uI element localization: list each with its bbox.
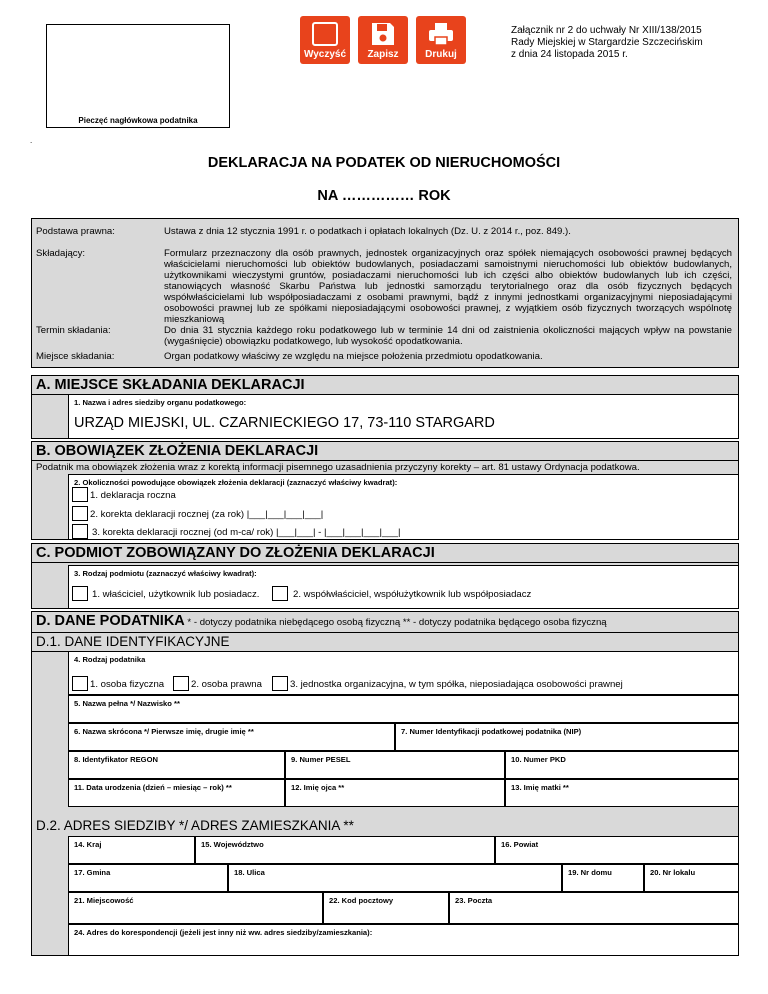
- county-label: 16. Powiat: [501, 840, 539, 849]
- monthly-correction-option: 3. korekta deklaracji rocznej (od m-ca/ rok) |___|___| - |___|___|___|___|: [92, 527, 401, 538]
- taxpayer-type-label: 4. Rodzaj podatnika: [74, 655, 146, 664]
- street-field[interactable]: [228, 864, 562, 892]
- apartment-number-label: 20. Nr lokalu: [650, 868, 696, 877]
- section-d-header: [32, 612, 738, 633]
- section-d2-header: D.2. ADRES SIEDZIBY */ ADRES ZAMIESZKANIA **: [36, 818, 354, 833]
- birth-date-field[interactable]: [68, 779, 285, 807]
- co-owner-option: 2. współwłaściciel, współużytkownik lub współposiadacz: [293, 589, 532, 600]
- section-a-header: A. MIEJSCE SKŁADANIA DEKLARACJI: [32, 376, 738, 395]
- entity-type-label: 3. Rodzaj podmiotu (zaznaczyć właściwy kwadrat):: [74, 569, 257, 578]
- owner-option: 1. właściciel, użytkownik lub posiadacz.: [92, 589, 260, 600]
- short-name-label: 6. Nazwa skrócona */ Pierwsze imię, drugie imię **: [74, 727, 254, 736]
- annual-declaration-option: 1. deklaracja roczna: [90, 490, 176, 501]
- basis-label: Podstawa prawna:: [36, 226, 115, 237]
- stamp-label: Pieczęć nagłówkowa podatnika: [78, 116, 198, 125]
- section-b: [31, 441, 739, 540]
- correspondence-address-field[interactable]: [68, 924, 739, 956]
- entity-type-field: [68, 565, 739, 609]
- monthly-correction-checkbox[interactable]: [72, 524, 88, 539]
- postal-code-field[interactable]: [323, 892, 449, 924]
- annual-correction-checkbox[interactable]: [72, 506, 88, 521]
- correspondence-address-label: 24. Adres do korespondencji (jeżeli jest inny niż ww. adres siedziby/zamieszkania):: [74, 928, 373, 937]
- natural-person-option: 1. osoba fizyczna: [90, 679, 165, 690]
- post-office-field[interactable]: [449, 892, 739, 924]
- pesel-field[interactable]: [285, 751, 505, 779]
- place-value: Organ podatkowy właściwy ze względu na miejsce położenia przedmiotu opodatkowania.: [164, 351, 543, 362]
- annual-correction-option: 2. korekta deklaracji rocznej (za rok) |___|___|___|___|: [90, 509, 324, 520]
- regon-label: 8. Identyfikator REGON: [74, 755, 158, 764]
- house-number-label: 19. Nr domu: [568, 868, 612, 877]
- regon-field[interactable]: [68, 751, 285, 779]
- tax-office-label: 1. Nazwa i adres siedziby organu podatkowego:: [74, 398, 247, 407]
- annex-note: [511, 25, 761, 61]
- legal-person-checkbox[interactable]: [173, 676, 189, 691]
- voivodeship-field[interactable]: [195, 836, 495, 864]
- postal-code-label: 22. Kod pocztowy: [329, 896, 394, 905]
- clear-button-label: Wyczyść: [303, 49, 347, 60]
- section-c: [31, 543, 739, 609]
- floppy-disk-icon: [370, 22, 396, 46]
- owner-checkbox[interactable]: [72, 586, 88, 601]
- pesel-label: 9. Numer PESEL: [291, 755, 351, 764]
- house-number-field[interactable]: [562, 864, 644, 892]
- section-a: [31, 375, 739, 439]
- municipality-label: 17. Gmina: [74, 868, 111, 877]
- apartment-number-field[interactable]: [644, 864, 739, 892]
- locality-field[interactable]: [68, 892, 323, 924]
- pkd-field[interactable]: [505, 751, 739, 779]
- father-name-label: 12. Imię ojca **: [291, 783, 345, 792]
- annex-line: z dnia 24 listopada 2015 r.: [511, 49, 628, 60]
- birth-date-label: 11. Data urodzenia (dzień – miesiąc – rok) **: [74, 783, 232, 792]
- tax-office-field[interactable]: [68, 394, 739, 439]
- natural-person-checkbox[interactable]: [72, 676, 88, 691]
- father-name-field[interactable]: [285, 779, 505, 807]
- annex-line: Załącznik nr 2 do uchwały Nr XIII/138/2015: [511, 25, 702, 36]
- organizational-unit-checkbox[interactable]: [272, 676, 288, 691]
- intro-box: [31, 218, 739, 368]
- mother-name-label: 13. Imię matki **: [511, 783, 569, 792]
- country-field[interactable]: [68, 836, 195, 864]
- clear-button[interactable]: [300, 16, 350, 64]
- legal-person-option: 2. osoba prawna: [191, 679, 262, 690]
- deadline-label: Termin składania:: [36, 325, 111, 336]
- place-label: Miejsce składania:: [36, 351, 115, 362]
- locality-label: 21. Miejscowość: [74, 896, 134, 905]
- print-button-label: Drukuj: [425, 49, 457, 60]
- section-d-note: * - dotyczy podatnika niebędącego osobą fizyczną ** - dotyczy podatnika będącego osoba fizyczną: [184, 617, 607, 628]
- annual-declaration-checkbox[interactable]: [72, 487, 88, 502]
- page-subtitle: NA …………… ROK: [317, 188, 451, 204]
- section-b-note: Podatnik ma obowiązek złożenia wraz z korektą informacji pisemnego uzasadnienia przyczyny korekty – art. 81 ustawy Ordynacja podatkowa.: [36, 462, 640, 473]
- full-name-field[interactable]: [68, 695, 739, 723]
- save-button-label: Zapisz: [367, 49, 399, 60]
- printer-icon: [428, 22, 454, 46]
- save-button[interactable]: [358, 16, 408, 64]
- filer-label: Składający:: [36, 248, 86, 259]
- basis-value: Ustawa z dnia 12 stycznia 1991 r. o podatkach i opłatach lokalnych (Dz. U. z 2014 r., poz. 849.).: [164, 226, 571, 237]
- deadline-value: Do dnia 31 stycznia każdego roku podatkowego lub w terminie 14 dni od zaistnienia okoliczności mających wpływ na powstanie (wygaśnięcie) obowiązku podatkowego, lub wysokość opodatkowania.: [164, 325, 732, 347]
- filer-value: Formularz przeznaczony dla osób prawnych, jednostek organizacyjnych oraz spółek niemających osobowości prawnej będących właścicielami nieruchomości lub obiektów budowlanych, posiadaczami samoistnymi nieruchomości lub obiektów budowlanych, użytkownikami wieczystymi gruntów, posiadaczami nieruchomości lub ich części albo obiektów budowlanych lub ich części, stanowiących własność Skarbu Państwa lub jednostki samorządu terytorialnego oraz dla osób fizycznych będących współwłaścicielami lub współposiadaczami z osobami prawnymi, bądź z innymi jednostkami organizacyjnymi nieposiadającymi osobowości prawnej lub ze spółkami nieposiadającymi osobowości prawnej, z wyjątkiem osób fizycznych tworzących wspólnotę mieszkaniową: [164, 248, 732, 325]
- filing-reason-field: [68, 474, 739, 540]
- section-b-header: B. OBOWIĄZEK ZŁOŻENIA DEKLARACJI: [32, 442, 738, 461]
- short-name-field[interactable]: [68, 723, 395, 751]
- dot-mark: .: [30, 136, 33, 145]
- section-d-title: D. DANE PODATNIKA: [36, 613, 185, 629]
- stamp-box: [46, 24, 230, 128]
- tax-office-value: URZĄD MIEJSKI, UL. CZARNIECKIEGO 17, 73-110 STARGARD: [74, 415, 495, 431]
- co-owner-checkbox[interactable]: [272, 586, 288, 601]
- filing-reason-label: 2. Okoliczności powodujące obowiązek złożenia deklaracji (zaznaczyć właściwy kwadrat):: [74, 478, 398, 487]
- country-label: 14. Kraj: [74, 840, 102, 849]
- annex-line: Rady Miejskiej w Stargardzie Szczecińskim: [511, 37, 703, 48]
- voivodeship-label: 15. Województwo: [201, 840, 264, 849]
- full-name-label: 5. Nazwa pełna */ Nazwisko **: [74, 699, 180, 708]
- mother-name-field[interactable]: [505, 779, 739, 807]
- county-field[interactable]: [495, 836, 739, 864]
- municipality-field[interactable]: [68, 864, 228, 892]
- section-d1-header: D.1. DANE IDENTYFIKACYJNE: [32, 633, 738, 652]
- nip-label: 7. Numer Identyfikacji podatkowej podatnika (NIP): [401, 727, 582, 736]
- nip-field[interactable]: [395, 723, 739, 751]
- section-c-header: C. PODMIOT ZOBOWIĄZANY DO ZŁOŻENIA DEKLARACJI: [32, 544, 738, 563]
- section-d: [31, 611, 739, 956]
- print-button[interactable]: [416, 16, 466, 64]
- post-office-label: 23. Poczta: [455, 896, 493, 905]
- page-title: DEKLARACJA NA PODATEK OD NIERUCHOMOŚCI: [207, 155, 561, 171]
- organizational-unit-option: 3. jednostka organizacyjna, w tym spółka, nieposiadająca osobowości prawnej: [290, 679, 623, 690]
- street-label: 18. Ulica: [234, 868, 265, 877]
- taxpayer-type-field: [68, 651, 739, 695]
- pkd-label: 10. Numer PKD: [511, 755, 566, 764]
- clear-icon: [312, 22, 338, 46]
